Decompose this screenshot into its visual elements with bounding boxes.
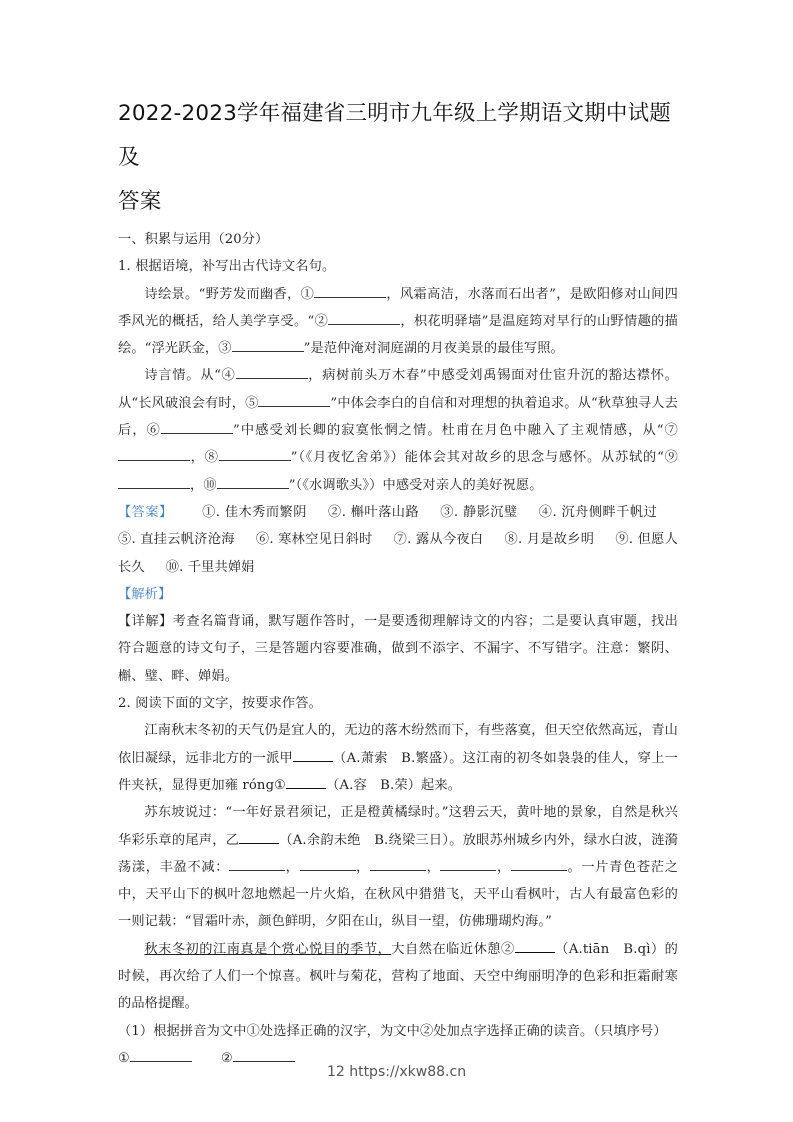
blank-3 xyxy=(232,337,304,352)
sub-question-1: （1）根据拼音为文中①处选择正确的汉字，为文中②处加点字选择正确的读音。（只填序号） xyxy=(118,1023,667,1039)
answer-item: ④. 沉舟侧畔千帆过 xyxy=(538,504,657,520)
analysis-detail: 【详解】考查名篇背诵，默写题作答时，一是要透彻理解诗文的内容；二是要认真审题，找出符合题意的诗文句子，三是答题内容要准确，做到不添字、不漏字、不写错字。注意：繁阴、槲、璧、畔、婵娟。 xyxy=(118,614,678,684)
answer-item: ⑥. 寒林空见日斜时 xyxy=(255,532,373,548)
question-1-prompt: 1. 根据语境，补写出古代诗文名句。 xyxy=(118,259,336,275)
answer-item: ⑧. 月是故乡明 xyxy=(504,532,595,548)
sub-question-1-answers: ① ② xyxy=(118,1045,678,1072)
blank-yi xyxy=(239,829,279,844)
blank-fill-2 xyxy=(300,856,356,871)
answer-block xyxy=(118,499,678,581)
answer-label: 【答案】 xyxy=(118,504,173,520)
blank-fill-4 xyxy=(440,856,496,871)
blank-fill-5 xyxy=(511,856,567,871)
blank-7 xyxy=(118,446,190,461)
blank-jia xyxy=(293,747,333,762)
section-heading: 一、积累与运用（20分） xyxy=(118,232,269,247)
question-2-prompt: 2. 阅读下面的文字，按要求作答。 xyxy=(118,696,322,712)
question-2-paragraph-3: 秋末冬初的江南真是个赏心悦目的季节，大自然在临近休憩② （A.tiān B.qì）的时候，再次给了人们一个惊喜。枫叶与菊花，营构了地面、天空中绚丽明净的色彩和拒霜耐寒的品格提醒。 xyxy=(118,936,678,1018)
answer-item: ⑩. 千里共婵娟 xyxy=(165,559,255,575)
blank-1 xyxy=(314,283,386,298)
title-line-2: 答案 xyxy=(118,189,162,214)
answer-blank-1 xyxy=(130,1047,192,1062)
blank-fill-1 xyxy=(229,856,285,871)
question-2-paragraph-2: 苏东坡说过：“一年好景君须记，正是橙黄橘绿时。”这碧云天，黄叶地的景象，自然是秋兴华彩乐章的尾声，乙 （A.余韵未绝 B.绕梁三日）。放眼苏州城乡内外，绿水白波，涟漪荡漾，丰盈不减： ， ， ， ， 。一片青色苍茫之中，天平山下的枫叶忽地燃起一片火焰，在秋风中猎猎飞，天平山看枫叶，古人有最富色彩的一则记载：“冒霜叶赤，颜色鲜明，夕阳在山，纵目一望，仿佛珊瑚灼海。” xyxy=(118,805,679,930)
blank-fill-3 xyxy=(370,856,426,871)
blank-5 xyxy=(258,392,330,407)
blank-2 xyxy=(328,310,400,325)
blank-4 xyxy=(236,364,308,379)
underlined-sentence: 秋末冬初的江南真是个赏心悦目的季节， xyxy=(144,941,392,957)
blank-6 xyxy=(161,419,233,434)
answer-item: ⑦. 露从今夜白 xyxy=(393,532,484,548)
answer-item: ②. 槲叶落山路 xyxy=(328,504,420,520)
question-1-paragraph-emotion: 诗言情。从“④ ，病树前头万木春”中感受刘禹锡面对仕宦升沉的豁达襟怀。从“长风破浪会有时，⑤ ”中体会李白的自信和对理想的执着追求。从“秋草独寻人去后，⑥ ”中感受刘长卿的寂寞怅惘之情。杜甫在月色中融入了主观情感，从“⑦，⑧ ”（《月夜忆舍弟》）能体会其对故乡的思念与感怀。从苏轼的“⑨，⑩ ”（《水调歌头》）中感受对亲人的美好祝愿。 xyxy=(118,362,678,498)
blank-circle-1 xyxy=(286,774,326,789)
answer-item: ①. 佳木秀而繁阴 xyxy=(201,504,307,520)
blank-circle-2 xyxy=(515,938,555,953)
question-2-paragraph-1: 江南秋末冬初的天气仍是宜人的，无边的落木纷然而下，有些落寞，但天空依然高远，青山依旧凝绿，远非北方的一派甲 （A.萧索 B.繁盛）。这江南的初冬如袅袅的佳人，穿上一件夹袄，显得更加雍 róng① （A.容 B.荣）起来。 xyxy=(118,723,678,793)
answer-item: ⑨. 但愿人长久 xyxy=(118,532,678,575)
analysis-label: 【解析】 xyxy=(118,586,172,602)
document-page xyxy=(118,92,678,1072)
blank-10 xyxy=(217,474,289,489)
page-footer: 12 https://xkw88.cn xyxy=(326,1064,467,1080)
blank-8 xyxy=(219,446,291,461)
answer-item: ③. 静影沉璧 xyxy=(440,504,518,520)
title-line-1: 2022-2023学年福建省三明市九年级上学期语文期中试题及 xyxy=(118,101,671,170)
document-title xyxy=(118,92,678,224)
question-1-paragraph-scenery: 诗绘景。“野芳发而幽香，① ，风霜高洁，水落而石出者”，是欧阳修对山间四季风光的概括，给人美学享受。“② ，枳花明驿墙”是温庭筠对早行的山野情趣的描绘。“浮光跃金，③ ”是范仲淹对洞庭湖的月夜美景的最佳写照。 xyxy=(118,281,678,363)
answer-item: ⑤. 直挂云帆济沧海 xyxy=(118,532,235,548)
answer-blank-2 xyxy=(233,1047,295,1062)
blank-9 xyxy=(118,474,190,489)
